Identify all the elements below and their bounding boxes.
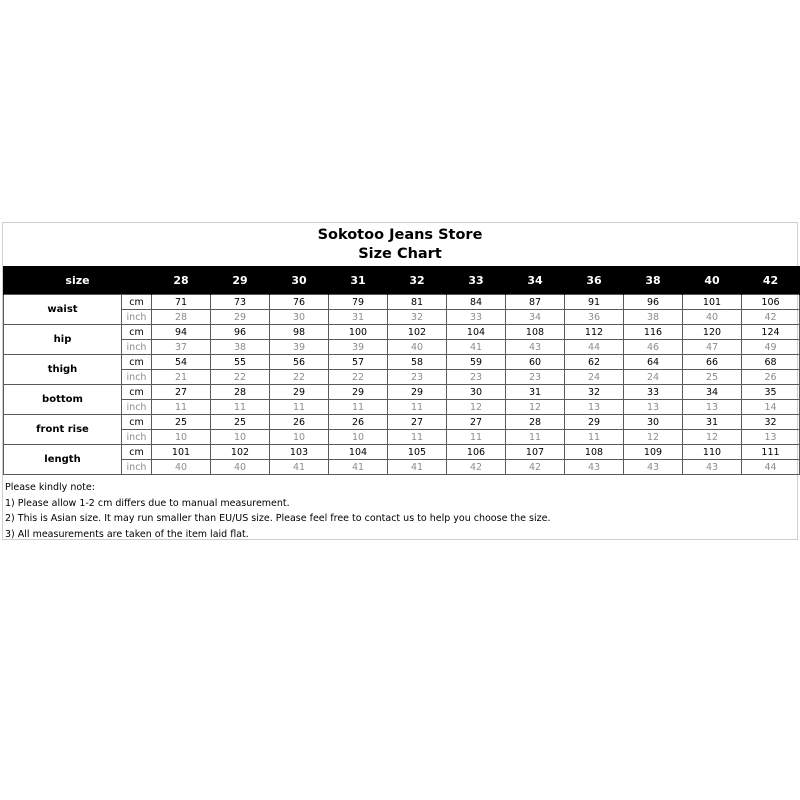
size-col-header: 38 xyxy=(624,266,683,295)
size-col-header: 40 xyxy=(683,266,742,295)
table-cell: 25 xyxy=(152,415,211,430)
table-cell: 28 xyxy=(211,385,270,400)
measurement-row-inch xyxy=(4,400,800,415)
table-cell: 60 xyxy=(506,355,565,370)
measurement-label: front rise xyxy=(4,415,122,445)
table-cell: 11 xyxy=(270,400,329,415)
unit-label: inch xyxy=(122,340,152,355)
table-cell: 103 xyxy=(270,445,329,460)
table-cell: 46 xyxy=(624,340,683,355)
table-cell: 96 xyxy=(624,295,683,310)
unit-label: cm xyxy=(122,325,152,340)
table-cell: 22 xyxy=(211,370,270,385)
table-cell: 79 xyxy=(329,295,388,310)
table-cell: 110 xyxy=(683,445,742,460)
table-cell: 37 xyxy=(152,340,211,355)
unit-label: cm xyxy=(122,355,152,370)
table-cell: 10 xyxy=(270,430,329,445)
table-cell: 29 xyxy=(211,310,270,325)
header-row xyxy=(4,266,800,295)
table-cell: 87 xyxy=(506,295,565,310)
table-cell: 102 xyxy=(211,445,270,460)
note-item: 3) All measurements are taken of the item laid flat. xyxy=(5,528,249,540)
table-cell: 47 xyxy=(683,340,742,355)
table-cell: 66 xyxy=(683,355,742,370)
table-cell: 11 xyxy=(329,400,388,415)
table-cell: 25 xyxy=(211,415,270,430)
table-cell: 33 xyxy=(624,385,683,400)
table-cell: 28 xyxy=(152,310,211,325)
table-cell: 105 xyxy=(388,445,447,460)
table-cell: 98 xyxy=(270,325,329,340)
table-cell: 55 xyxy=(211,355,270,370)
measurement-label: bottom xyxy=(4,385,122,415)
title-block xyxy=(3,223,797,267)
table-cell: 26 xyxy=(329,415,388,430)
table-cell: 40 xyxy=(683,310,742,325)
unit-label: inch xyxy=(122,400,152,415)
table-cell: 11 xyxy=(388,400,447,415)
table-cell: 27 xyxy=(388,415,447,430)
table-cell: 29 xyxy=(388,385,447,400)
table-cell: 13 xyxy=(742,430,800,445)
table-cell: 11 xyxy=(211,400,270,415)
unit-label: inch xyxy=(122,460,152,475)
unit-label: inch xyxy=(122,370,152,385)
table-cell: 112 xyxy=(565,325,624,340)
table-cell: 102 xyxy=(388,325,447,340)
table-cell: 22 xyxy=(270,370,329,385)
table-cell: 104 xyxy=(329,445,388,460)
size-col-header: 42 xyxy=(742,266,800,295)
measurement-label: waist xyxy=(4,295,122,325)
table-cell: 64 xyxy=(624,355,683,370)
table-cell: 91 xyxy=(565,295,624,310)
table-cell: 31 xyxy=(506,385,565,400)
table-cell: 29 xyxy=(329,385,388,400)
table-cell: 29 xyxy=(565,415,624,430)
table-cell: 73 xyxy=(211,295,270,310)
table-cell: 32 xyxy=(388,310,447,325)
table-cell: 68 xyxy=(742,355,800,370)
measurement-row-inch xyxy=(4,460,800,475)
table-cell: 29 xyxy=(270,385,329,400)
table-cell: 41 xyxy=(329,460,388,475)
table-cell: 34 xyxy=(506,310,565,325)
table-cell: 43 xyxy=(683,460,742,475)
table-cell: 107 xyxy=(506,445,565,460)
table-cell: 23 xyxy=(447,370,506,385)
table-cell: 13 xyxy=(624,400,683,415)
table-cell: 40 xyxy=(211,460,270,475)
unit-label: inch xyxy=(122,310,152,325)
measurement-label: hip xyxy=(4,325,122,355)
table-cell: 12 xyxy=(447,400,506,415)
table-cell: 26 xyxy=(742,370,800,385)
measurement-row-cm xyxy=(4,445,800,460)
table-cell: 33 xyxy=(447,310,506,325)
size-col-header: 32 xyxy=(388,266,447,295)
table-cell: 30 xyxy=(447,385,506,400)
table-cell: 10 xyxy=(152,430,211,445)
table-cell: 43 xyxy=(565,460,624,475)
note-item: 2) This is Asian size. It may run smaller than EU/US size. Please feel free to contact us to help you choose the size. xyxy=(5,513,551,524)
table-cell: 38 xyxy=(624,310,683,325)
chart-title: Size Chart xyxy=(358,246,442,262)
table-cell: 25 xyxy=(683,370,742,385)
table-cell: 22 xyxy=(329,370,388,385)
table-body xyxy=(4,295,800,475)
measurement-label: length xyxy=(4,445,122,475)
table-cell: 94 xyxy=(152,325,211,340)
table-cell: 27 xyxy=(447,415,506,430)
table-cell: 104 xyxy=(447,325,506,340)
table-cell: 43 xyxy=(506,340,565,355)
table-cell: 26 xyxy=(270,415,329,430)
size-table xyxy=(3,266,800,475)
measurement-label: thigh xyxy=(4,355,122,385)
table-cell: 124 xyxy=(742,325,800,340)
table-cell: 116 xyxy=(624,325,683,340)
table-cell: 13 xyxy=(565,400,624,415)
table-cell: 101 xyxy=(683,295,742,310)
size-chart-card xyxy=(2,222,798,540)
table-cell: 10 xyxy=(329,430,388,445)
size-col-header: 29 xyxy=(211,266,270,295)
table-cell: 40 xyxy=(152,460,211,475)
measurement-row-inch xyxy=(4,340,800,355)
unit-label: cm xyxy=(122,385,152,400)
table-cell: 31 xyxy=(683,415,742,430)
table-cell: 41 xyxy=(447,340,506,355)
store-name: Sokotoo Jeans Store xyxy=(317,227,483,243)
table-cell: 71 xyxy=(152,295,211,310)
table-cell: 23 xyxy=(506,370,565,385)
table-cell: 49 xyxy=(742,340,800,355)
size-col-header: 36 xyxy=(565,266,624,295)
unit-label: cm xyxy=(122,415,152,430)
table-cell: 84 xyxy=(447,295,506,310)
table-cell: 59 xyxy=(447,355,506,370)
table-cell: 28 xyxy=(506,415,565,430)
size-header: size xyxy=(4,266,152,295)
measurement-row-cm xyxy=(4,355,800,370)
table-cell: 38 xyxy=(211,340,270,355)
measurement-row-cm xyxy=(4,415,800,430)
table-cell: 39 xyxy=(270,340,329,355)
table-cell: 44 xyxy=(565,340,624,355)
table-cell: 41 xyxy=(270,460,329,475)
table-cell: 120 xyxy=(683,325,742,340)
notes xyxy=(5,480,551,542)
measurement-row-cm xyxy=(4,295,800,310)
size-col-header: 34 xyxy=(506,266,565,295)
table-cell: 11 xyxy=(565,430,624,445)
table-cell: 23 xyxy=(388,370,447,385)
table-cell: 32 xyxy=(565,385,624,400)
table-cell: 96 xyxy=(211,325,270,340)
table-cell: 12 xyxy=(506,400,565,415)
table-cell: 13 xyxy=(683,400,742,415)
size-col-header: 30 xyxy=(270,266,329,295)
table-cell: 36 xyxy=(565,310,624,325)
table-cell: 35 xyxy=(742,385,800,400)
measurement-row-inch xyxy=(4,430,800,445)
table-cell: 12 xyxy=(624,430,683,445)
measurement-row-inch xyxy=(4,370,800,385)
unit-label: cm xyxy=(122,445,152,460)
table-cell: 42 xyxy=(506,460,565,475)
table-cell: 57 xyxy=(329,355,388,370)
table-cell: 24 xyxy=(624,370,683,385)
size-col-header: 33 xyxy=(447,266,506,295)
table-cell: 43 xyxy=(624,460,683,475)
table-cell: 101 xyxy=(152,445,211,460)
table-cell: 12 xyxy=(683,430,742,445)
table-cell: 27 xyxy=(152,385,211,400)
note-item: 1) Please allow 1-2 cm differs due to manual measurement. xyxy=(5,497,290,509)
table-cell: 30 xyxy=(270,310,329,325)
table-cell: 81 xyxy=(388,295,447,310)
table-cell: 106 xyxy=(742,295,800,310)
table-cell: 108 xyxy=(506,325,565,340)
table-cell: 39 xyxy=(329,340,388,355)
table-cell: 40 xyxy=(388,340,447,355)
table-cell: 106 xyxy=(447,445,506,460)
table-cell: 11 xyxy=(152,400,211,415)
table-cell: 108 xyxy=(565,445,624,460)
table-cell: 24 xyxy=(565,370,624,385)
table-cell: 100 xyxy=(329,325,388,340)
table-cell: 30 xyxy=(624,415,683,430)
table-cell: 11 xyxy=(388,430,447,445)
measurement-row-cm xyxy=(4,385,800,400)
table-cell: 54 xyxy=(152,355,211,370)
measurement-row-inch xyxy=(4,310,800,325)
unit-label: cm xyxy=(122,295,152,310)
size-col-header: 28 xyxy=(152,266,211,295)
table-cell: 11 xyxy=(447,430,506,445)
table-cell: 56 xyxy=(270,355,329,370)
table-cell: 11 xyxy=(506,430,565,445)
table-cell: 42 xyxy=(742,310,800,325)
table-cell: 58 xyxy=(388,355,447,370)
table-cell: 62 xyxy=(565,355,624,370)
size-col-header: 31 xyxy=(329,266,388,295)
table-cell: 111 xyxy=(742,445,800,460)
unit-label: inch xyxy=(122,430,152,445)
table-cell: 32 xyxy=(742,415,800,430)
table-cell: 42 xyxy=(447,460,506,475)
table-cell: 14 xyxy=(742,400,800,415)
table-cell: 34 xyxy=(683,385,742,400)
table-cell: 21 xyxy=(152,370,211,385)
table-cell: 31 xyxy=(329,310,388,325)
measurement-row-cm xyxy=(4,325,800,340)
table-cell: 41 xyxy=(388,460,447,475)
table-cell: 76 xyxy=(270,295,329,310)
notes-intro: Please kindly note: xyxy=(5,482,95,493)
table-cell: 109 xyxy=(624,445,683,460)
table-cell: 44 xyxy=(742,460,800,475)
table-cell: 10 xyxy=(211,430,270,445)
